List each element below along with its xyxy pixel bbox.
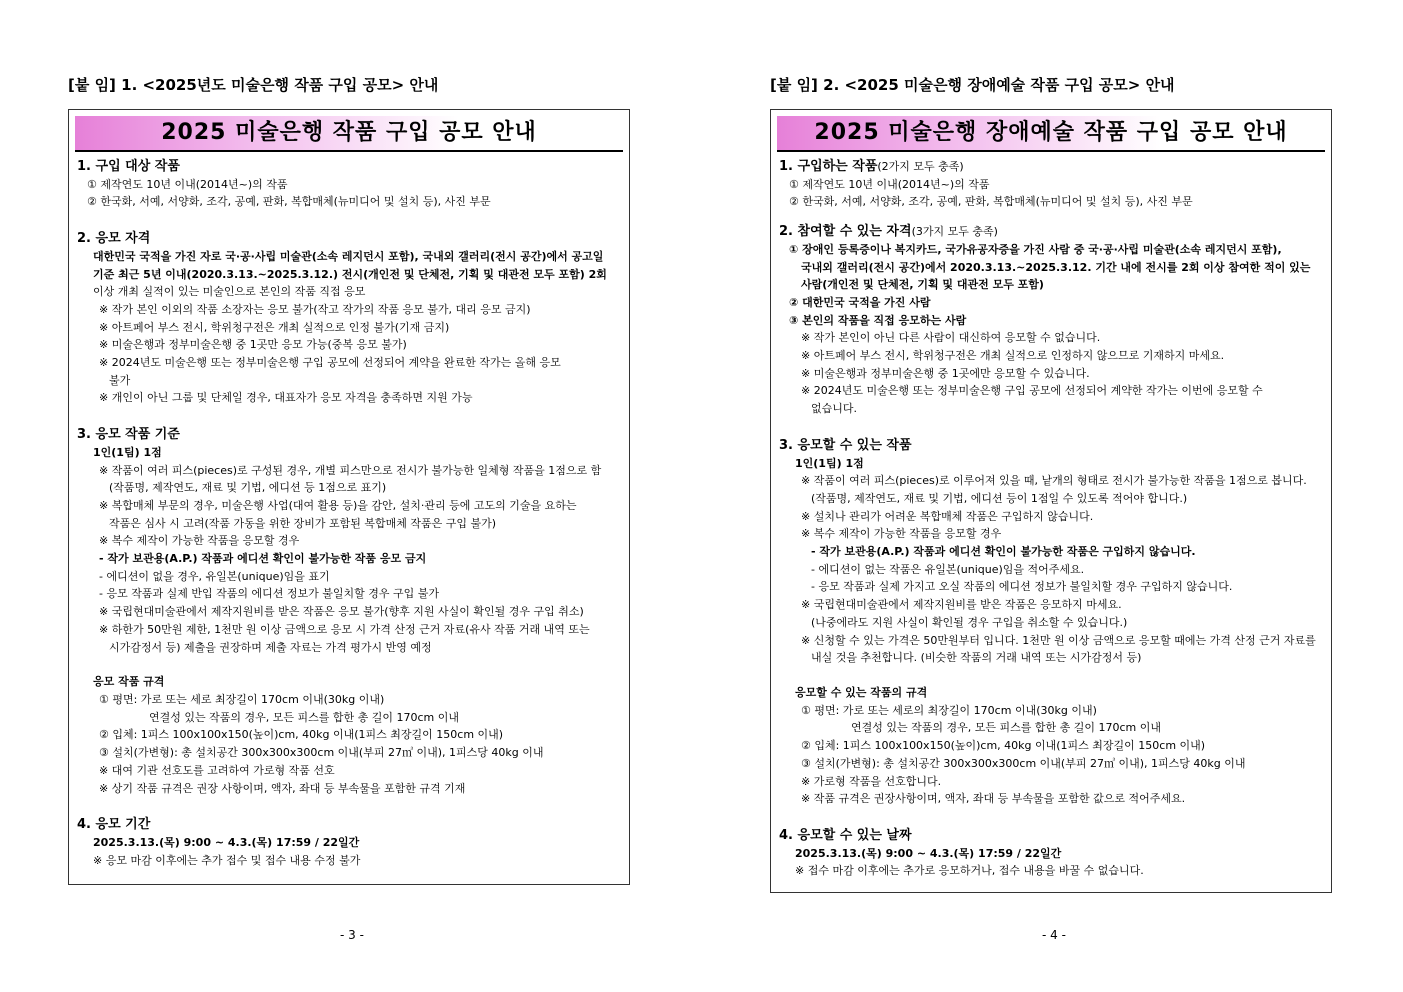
note-line: ※ 신청할 수 있는 가격은 50만원부터 입니다. 1천만 원 이상 금액으로 응모할 때에는 가격 산정 근거 자료를 bbox=[801, 633, 1316, 647]
page-4 bbox=[770, 0, 1403, 992]
spec-line: ② 입체: 1피스 100x100x150(높이)cm, 40kg 이내(1피스 최장길이 150cm 이내) bbox=[801, 739, 1206, 753]
note-line: 내실 것을 추천합니다. (비슷한 작품의 거래 내역 또는 시가감정서 등) bbox=[811, 651, 1142, 665]
unit-line: 1인(1팀) 1점 bbox=[93, 445, 162, 459]
section-heading: 2. 응모 자격 bbox=[77, 231, 151, 247]
page-number: - 3 - bbox=[340, 928, 364, 942]
attachment-header: [붙 임] 1. <2025년도 미술은행 작품 구입 공모> 안내 bbox=[68, 76, 439, 94]
section-heading-note: (3가지 모두 충족) bbox=[911, 225, 998, 239]
list-item: ① 제작연도 10년 이내(2014년~)의 작품 bbox=[87, 177, 288, 191]
note-line: ※ 국립현대미술관에서 제작지원비를 받은 작품은 응모 불가(향후 지원 사실이 확인될 경우 구입 취소) bbox=[99, 605, 584, 619]
note-line: ※ 개인이 아닌 그룹 및 단체일 경우, 대표자가 응모 자격을 충족하면 지원 가능 bbox=[99, 391, 473, 405]
note-line: ※ 아트페어 부스 전시, 학위청구전은 개최 실적으로 인정 불가(기재 금지) bbox=[99, 320, 450, 334]
section-heading: 4. 응모 기간 bbox=[77, 817, 151, 833]
section-heading-note: (2가지 모두 충족) bbox=[877, 160, 964, 173]
section-heading: 1. 구입 대상 작품 bbox=[77, 159, 180, 174]
notice-title: 2025 미술은행 작품 구입 공모 안내 bbox=[75, 116, 623, 152]
period-line: 2025.3.13.(목) 9:00 ~ 4.3.(목) 17:59 / 22일간 bbox=[93, 835, 360, 849]
spec-line: ③ 설치(가변형): 총 설치공간 300x300x300cm 이내(부피 27㎥ 이내), 1피스당 40kg 이내 bbox=[801, 756, 1246, 770]
spec-heading: 응모할 수 있는 작품의 규격 bbox=[795, 685, 928, 699]
note-line: ※ 2024년도 미술은행 또는 정부미술은행 구입 공모에 선정되어 계약을 완료한 작가는 올해 응모 bbox=[99, 356, 561, 370]
section-heading bbox=[779, 158, 1323, 176]
note-line: ※ 작가 본인이 아닌 다른 사람이 대신하여 응모할 수 없습니다. bbox=[801, 331, 1101, 345]
paragraph-line: 사람(개인전 및 단체전, 기획 및 대관전 모두 포함) bbox=[801, 278, 1044, 292]
spec-heading: 응모 작품 규격 bbox=[93, 675, 165, 689]
list-item: ② 대한민국 국적을 가진 사람 bbox=[789, 295, 931, 309]
list-item: ① 제작연도 10년 이내(2014년~)의 작품 bbox=[789, 177, 990, 191]
notice-body bbox=[69, 152, 629, 869]
spec-line: ③ 설치(가변형): 총 설치공간 300x300x300cm 이내(부피 27㎥ 이내), 1피스당 40kg 이내 bbox=[99, 746, 544, 760]
attachment-header: [붙 임] 2. <2025 미술은행 장애예술 작품 구입 공모> 안내 bbox=[770, 76, 1175, 94]
list-item: ③ 본인의 작품을 직접 응모하는 사람 bbox=[789, 313, 967, 327]
note-line: ※ 미술은행과 정부미술은행 중 1곳에만 응모할 수 있습니다. bbox=[801, 366, 1090, 380]
note-line: - 응모 작품과 실제 가지고 오실 작품의 에디션 정보가 불일치할 경우 구입하지 않습니다. bbox=[811, 580, 1233, 594]
notice-body bbox=[771, 152, 1331, 880]
notice-box bbox=[68, 109, 630, 885]
note-line: ※ 복수 제작이 가능한 작품을 응모할 경우 bbox=[801, 527, 1002, 541]
unit-line: 1인(1팀) 1점 bbox=[795, 456, 864, 470]
note-line: 불가 bbox=[109, 373, 131, 387]
spec-line: ※ 대여 기관 선호도를 고려하여 가로형 작품 선호 bbox=[99, 763, 335, 777]
note-line: ※ 미술은행과 정부미술은행 중 1곳만 응모 가능(중복 응모 불가) bbox=[99, 338, 407, 352]
list-item: ② 한국화, 서예, 서양화, 조각, 공예, 판화, 복합매체(뉴미디어 및 설치 등), 사진 부문 bbox=[87, 195, 491, 209]
notice-box bbox=[770, 109, 1332, 893]
note-line: ※ 국립현대미술관에서 제작지원비를 받은 작품은 응모하지 마세요. bbox=[801, 598, 1122, 612]
section-heading-text: 2. 참여할 수 있는 자격 bbox=[779, 224, 912, 240]
spec-line: ② 입체: 1피스 100x100x150(높이)cm, 40kg 이내(1피스 최장길이 150cm 이내) bbox=[99, 728, 504, 742]
note-line: ※ 설치나 관리가 어려운 복합매체 작품은 구입하지 않습니다. bbox=[801, 509, 1094, 523]
note-line: - 에디션이 없을 경우, 유일본(unique)임을 표기 bbox=[99, 569, 330, 583]
list-item: ② 한국화, 서예, 서양화, 조각, 공예, 판화, 복합매체(뉴미디어 및 설치 등), 사진 부문 bbox=[789, 195, 1193, 209]
spec-line: 연결성 있는 작품의 경우, 모든 피스를 합한 총 길이 170cm 이내 bbox=[851, 721, 1161, 735]
section-heading: 4. 응모할 수 있는 날짜 bbox=[779, 827, 912, 843]
note-line: ※ 작품이 여러 피스(pieces)로 구성된 경우, 개별 피스만으로 전시가 불가능한 일체형 작품을 1점으로 함 bbox=[99, 463, 602, 477]
section-heading: 3. 응모할 수 있는 작품 bbox=[779, 437, 912, 453]
page-3 bbox=[68, 0, 708, 992]
section-heading bbox=[779, 223, 1323, 241]
note-line: - 작가 보관용(A.P.) 작품과 에디션 확인이 불가능한 작품 응모 금지 bbox=[99, 552, 427, 566]
note-line: ※ 작품이 여러 피스(pieces)로 이루어져 있을 때, 낱개의 형태로 전시가 불가능한 작품을 1점으로 봅니다. bbox=[801, 474, 1307, 488]
note-line: ※ 2024년도 미술은행 또는 정부미술은행 구입 공모에 선정되어 계약한 작가는 이번에 응모할 수 bbox=[801, 384, 1263, 398]
note-line: ※ 아트페어 부스 전시, 학위청구전은 개최 실적으로 인정하지 않으므로 기재하지 마세요. bbox=[801, 349, 1225, 363]
spec-line: 연결성 있는 작품의 경우, 모든 피스를 합한 총 길이 170cm 이내 bbox=[149, 710, 459, 724]
paragraph-line: ① 장애인 등록증이나 복지카드, 국가유공자증을 가진 사람 중 국·공·사립 미술관(소속 레지던시 포함), bbox=[789, 242, 1282, 256]
spec-line: ※ 가로형 작품을 선호합니다. bbox=[801, 774, 942, 788]
spec-line: ① 평면: 가로 또는 세로 최장길이 170cm 이내(30kg 이내) bbox=[99, 692, 385, 706]
note-line: ※ 하한가 50만원 제한, 1천만 원 이상 금액으로 응모 시 가격 산정 근거 자료(유사 작품 거래 내역 또는 bbox=[99, 622, 590, 636]
note-line: - 작가 보관용(A.P.) 작품과 에디션 확인이 불가능한 작품은 구입하지 않습니다. bbox=[811, 545, 1196, 559]
section-heading-text: 1. 구입하는 작품 bbox=[779, 159, 878, 174]
note-line: 시가감정서 등) 제출을 권장하며 제출 자료는 가격 평가시 반영 예정 bbox=[109, 640, 432, 654]
spec-line: ※ 상기 작품 규격은 권장 사항이며, 액자, 좌대 등 부속물을 포함한 규격 기재 bbox=[99, 781, 466, 795]
note-line: (작품명, 제작연도, 재료 및 기법, 에디션 등 1점으로 표기) bbox=[109, 481, 387, 495]
paragraph-line: 국내외 갤러리(전시 공간)에서 2020.3.13.~2025.3.12. 기간 내에 전시를 2회 이상 참여한 적이 있는 bbox=[801, 260, 1311, 274]
note-line: ※ 복합매체 부문의 경우, 미술은행 사업(대여 활용 등)을 감안, 설치·관리 등에 고도의 기술을 요하는 bbox=[99, 498, 577, 512]
section-heading: 3. 응모 작품 기준 bbox=[77, 427, 180, 443]
spec-line: ※ 작품 규격은 권장사항이며, 액자, 좌대 등 부속물을 포함한 값으로 적어주세요. bbox=[801, 792, 1186, 806]
paragraph-line: 이상 개최 실적이 있는 미술인으로 본인의 작품 직접 응모 bbox=[93, 285, 366, 299]
note-line: - 응모 작품과 실제 반입 작품의 에디션 정보가 불일치할 경우 구입 불가 bbox=[99, 587, 439, 601]
period-line: 2025.3.13.(목) 9:00 ~ 4.3.(목) 17:59 / 22일간 bbox=[795, 846, 1062, 860]
note-line: 없습니다. bbox=[811, 402, 858, 416]
spec-line: ① 평면: 가로 또는 세로의 최장길이 170cm 이내(30kg 이내) bbox=[801, 703, 1097, 717]
note-line: - 에디션이 없는 작품은 유일본(unique)임을 적어주세요. bbox=[811, 562, 1085, 576]
note-line: (나중에라도 지원 사실이 확인될 경우 구입을 취소할 수 있습니다.) bbox=[811, 615, 1128, 629]
paragraph-line: 대한민국 국적을 가진 자로 국·공·사립 미술관(소속 레지던시 포함), 국내외 갤러리(전시 공간)에서 공고일 bbox=[93, 249, 604, 263]
page-number: - 4 - bbox=[1042, 928, 1066, 942]
note-line: 작품은 심사 시 고려(작품 가동을 위한 장비가 포함된 복합매체 작품은 구입 불가) bbox=[109, 516, 497, 530]
note-line: ※ 복수 제작이 가능한 작품을 응모할 경우 bbox=[99, 534, 300, 548]
note-line: (작품명, 제작연도, 재료 및 기법, 에디션 등이 1점일 수 있도록 적어야 합니다.) bbox=[811, 491, 1188, 505]
paragraph-line: 기준 최근 5년 이내(2020.3.13.~2025.3.12.) 전시(개인전 및 단체전, 기획 및 대관전 모두 포함) 2회 bbox=[93, 267, 607, 281]
note-line: ※ 응모 마감 이후에는 추가 접수 및 접수 내용 수정 불가 bbox=[93, 853, 361, 867]
note-line: ※ 작가 본인 이외의 작품 소장자는 응모 불가(작고 작가의 작품 응모 불가, 대리 응모 금지) bbox=[99, 302, 531, 316]
note-line: ※ 접수 마감 이후에는 추가로 응모하거나, 접수 내용을 바꿀 수 없습니다. bbox=[795, 864, 1144, 878]
notice-title: 2025 미술은행 장애예술 작품 구입 공모 안내 bbox=[777, 116, 1325, 152]
